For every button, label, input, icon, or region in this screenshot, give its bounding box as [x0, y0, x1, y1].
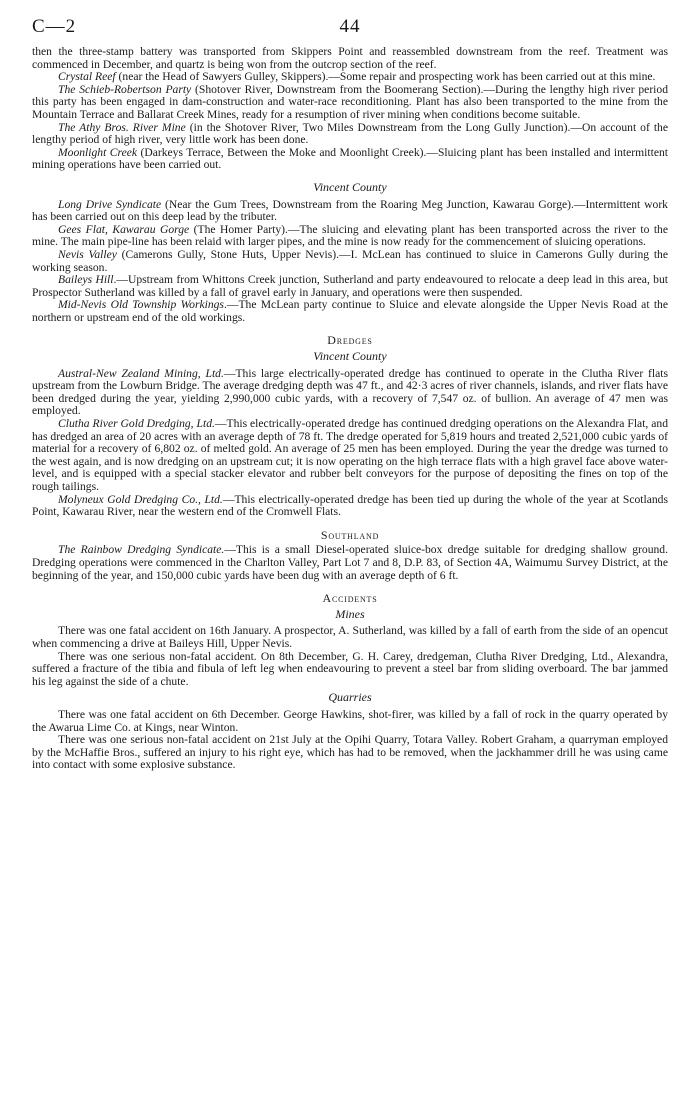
- section-heading-vincent-county: Vincent County: [313, 179, 387, 194]
- page-number: 44: [339, 16, 361, 37]
- entry-name: Molyneux Gold Dredging Co., Ltd.: [58, 492, 223, 506]
- entry-moonlight-creek: [32, 147, 668, 172]
- entry-name: Nevis Valley: [58, 247, 117, 261]
- entry-gees-flat: [32, 224, 668, 249]
- section-heading-southland: Southland: [320, 527, 380, 542]
- entry-molyneux: [32, 494, 668, 519]
- entry-text: (Camerons Gully, Stone Huts, Upper Nevis).—I. McLean has continued to sluice in Camerons Gully during the working season.: [32, 247, 668, 274]
- entry-name: The Athy Bros. River Mine: [58, 120, 186, 134]
- entry-nevis-valley: [32, 249, 668, 274]
- entry-name: Crystal Reef: [58, 70, 116, 84]
- entry-text: —This electrically-operated dredge has continued dredging operations on the Alexandra Flat, and has dredged an area of 20 acres with an average depth of 78 ft. The dredge operated for 5,819 hours and treated 2,521,000 cubic yards of material for a recovery of 6,802 oz. of melted gold. An average of 25 men has been employed. During the year the dredge was turned to the west again, and is now dredging on an upstream cut; it is now operating on the high terrace flats with a high gravel face above water-level, and is equipped with a special stacker elevator and rubber belt conveyors for the purpose of depositing the fines on top of the rough tailings.: [32, 417, 668, 493]
- entry-text: —This large electrically-operated dredge has continued to operate in the Clutha River flats upstream from the Lowburn Bridge. The average dredging depth was 47 ft., and 42·3 acres of river channels, islands, and river flats have been dredged during the year, yielding 2,990,000 cubic yards, with a recovery of 7,547 oz. of bullion. An average of 47 men was employed.: [32, 366, 668, 418]
- entry-name: Clutha River Gold Dredging, Ltd.: [58, 417, 215, 431]
- page-header: [32, 16, 668, 46]
- accident-paragraph: There was one serious non-fatal accident on 21st July at the Opihi Quarry, Totara Valley. Robert Graham, a quarryman employed by the McHaffie Bros., suffered an injury to his right eye, which has had to be removed, when the jackhammer drill he was using came into contact with some explosive substance.: [32, 733, 668, 772]
- entry-text: (Near the Gum Trees, Downstream from the Roaring Meg Junction, Kawarau Gorge).—Intermittent work has been carried out on this deep lead by the tributer.: [32, 197, 668, 224]
- entry-name: Mid-Nevis Old Township Workings: [58, 298, 224, 312]
- document-page: [32, 16, 668, 772]
- entry-athy-bros: [32, 122, 668, 147]
- entry-text: (near the Head of Sawyers Gulley, Skippers).—Some repair and prospecting work has been carried out at this mine.: [115, 70, 656, 84]
- entry-text: (Darkeys Terrace, Between the Moke and Moonlight Creek).—Sluicing plant has been installed and intermittent mining operations have been carried out.: [32, 145, 668, 172]
- entry-text: .—The McLean party continue to Sluice and elevate alongside the Upper Nevis Road at the northern or upstream end of the old workings.: [32, 298, 668, 324]
- entry-text: .—Upstream from Whittons Creek junction, Sutherland and party endeavoured to relocate a deep lead in this area, but Prospector Sutherland was killed by a fall of gravel early in January, and operations were then suspended.: [32, 273, 668, 299]
- section-heading-accidents: Accidents: [322, 591, 378, 606]
- entry-text: (The Homer Party).—The sluicing and elevating plant has been transported across the river to the mine. The main pipe-line has been relaid with larger pipes, and the mine is now ready for the commencement of sluicing operations.: [32, 222, 668, 249]
- entry-text: (Shotover River, Downstream from the Boomerang Section).—During the lengthy high river period this party has been engaged in dam-construction and water-race reconditioning. Plant has also been transported to the mine from the Mountain Terrace and Ballarat Creek Mines, ready for a resumption of river mining when conditions become suitable.: [32, 82, 669, 121]
- entry-rainbow: [32, 544, 668, 582]
- entry-name: Moonlight Creek: [58, 145, 138, 159]
- entry-name: Baileys Hill: [58, 273, 114, 287]
- subheading-mines: Mines: [335, 606, 365, 621]
- entry-name: The Schieb-Robertson Party: [58, 82, 192, 96]
- entry-austral-nz: [32, 368, 668, 418]
- section-heading-dredges: Dredges: [327, 333, 373, 348]
- entry-clutha-river: [32, 418, 668, 494]
- entry-schieb-robertson: [32, 84, 668, 122]
- entry-long-drive: [32, 199, 668, 224]
- accident-paragraph: There was one serious non-fatal accident. On 8th December, G. H. Carey, dredgeman, Clutha River Dredging, Ltd., Alexandra, suffered a fracture of the tibia and fibula of left leg when endeavouring to prevent a steel bar from sliding overboard. The bar jammed his leg against the side of a chute.: [32, 649, 668, 688]
- entry-baileys-hill: [32, 274, 668, 299]
- continued-paragraph: then the three-stamp battery was transported from Skippers Point and reassembled downstream from the reef. Treatment was commenced in December, and quartz is being won from the outcrop section of the reef.: [32, 45, 668, 71]
- report-code: C—2: [32, 16, 77, 37]
- subheading-vincent-county: Vincent County: [313, 349, 387, 364]
- entry-text: (in the Shotover River, Two Miles Downstream from the Long Gully Junction).—On account of the lengthy period of high river, very little work has been done.: [32, 120, 668, 147]
- accident-paragraph: There was one fatal accident on 6th December. George Hawkins, shot-firer, was killed by a fall of rock in the quarry operated by the Awarua Lime Co. at Kings, near Winton.: [32, 707, 668, 734]
- entry-text: —This electrically-operated dredge has been tied up during the whole of the year at Scotlands Point, Kawarau River, near the western end of the Cromwell Flats.: [32, 492, 668, 519]
- entry-name: The Rainbow Dredging Syndicate.: [58, 543, 225, 557]
- entry-mid-nevis: [32, 299, 668, 324]
- entry-name: Gees Flat, Kawarau Gorge: [58, 222, 190, 236]
- document-body: [32, 46, 668, 772]
- entry-name: Long Drive Syndicate: [58, 197, 162, 211]
- entry-text: —This is a small Diesel-operated sluice-box dredge suitable for dredging shallow ground. Dredging operations were commenced in the Charlton Valley, Part Lot 7 and 8, D.P. 83, of Section 4A, Waimumu Survey District, at the beginning of the year, and 150,000 cubic yards have been dug with an average depth of 6 ft.: [32, 543, 668, 582]
- subheading-quarries: Quarries: [328, 690, 372, 705]
- entry-name: Austral-New Zealand Mining, Ltd.: [58, 366, 224, 380]
- accident-paragraph: There was one fatal accident on 16th January. A prospector, A. Sutherland, was killed by a fall of earth from the side of an opencut when commencing a drive at Baileys Hill, Upper Nevis.: [32, 624, 668, 650]
